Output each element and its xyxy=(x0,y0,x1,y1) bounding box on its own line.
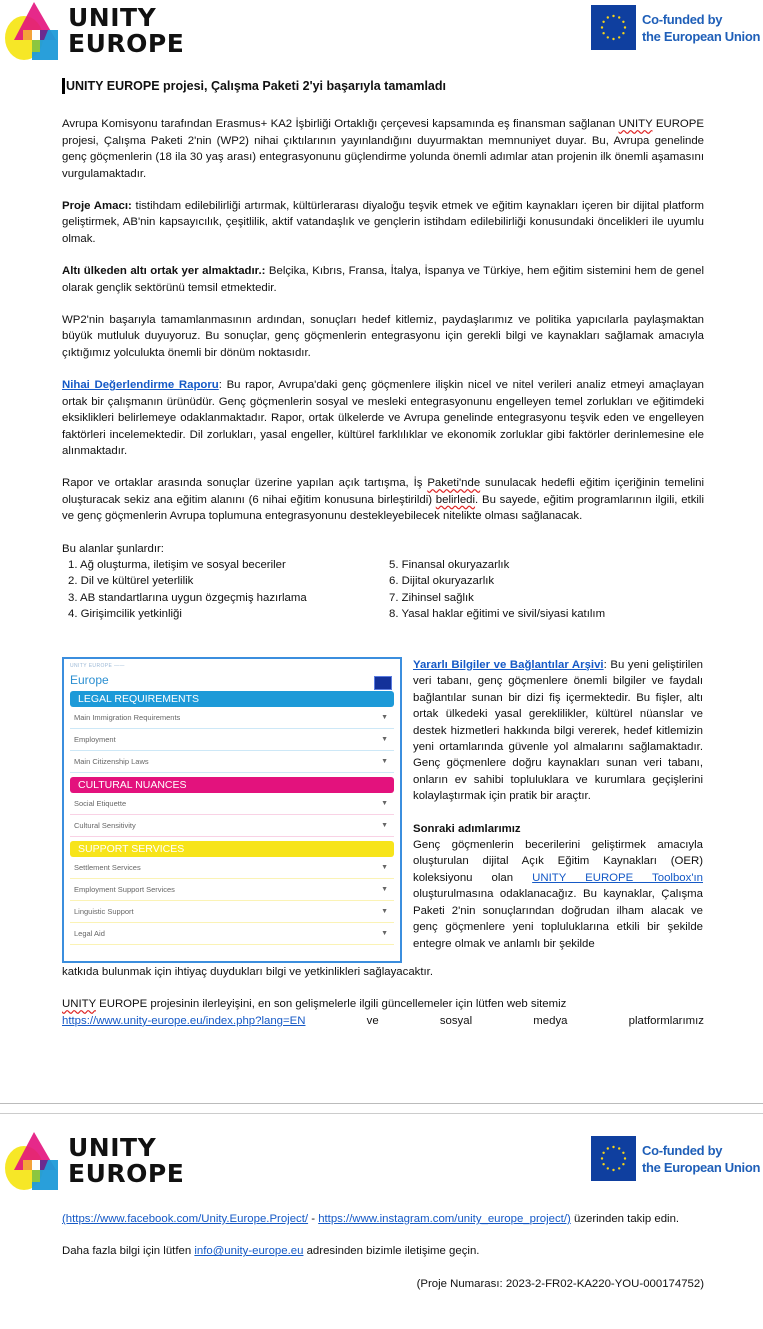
unity-europe-logo xyxy=(4,0,184,62)
eu-cofunded-logo xyxy=(591,5,760,50)
list-item: 1. Ağ oluşturma, iletişim ve sosyal beceriler xyxy=(68,558,286,571)
contact-paragraph: Daha fazla bilgi için lütfen info@unity-europe.eu adresinden bizimle iletişime geçin. xyxy=(62,1245,480,1258)
eu-text-line2: the European Union xyxy=(642,28,761,44)
eu-cofunded-logo-page2 xyxy=(591,1136,760,1181)
caret-down-icon: ▼ xyxy=(381,822,388,829)
panel-brand: UNITY EUROPE —— xyxy=(70,663,125,669)
email-link[interactable]: info@unity-europe.eu xyxy=(194,1245,304,1258)
list-item: 2. Dil ve kültürel yeterlilik xyxy=(68,575,194,588)
database-preview-image xyxy=(62,657,402,963)
accordion-item[interactable]: Settlement Services ▼ xyxy=(70,857,394,879)
project-goal-paragraph: Proje Amacı: tistihdam edilebilirliği artırmak, kültürlerarası diyaloğu teşvik etmek ve eğitim kaynakları içeren bir dijital platform geliştirmek, AB'nin kapsayıcılık, çeşitlilik, aktif vatandaşlık ve gençlerin istihdam edilebilirliği konusundaki öncelikleri ile uyumlu olmak. xyxy=(62,200,704,245)
word: medya xyxy=(533,1014,568,1027)
list-item: 4. Girişimcilik yetkinliği xyxy=(68,608,182,621)
accordion-item[interactable]: Cultural Sensitivity ▼ xyxy=(70,815,394,837)
closing-paragraph: UNITY EUROPE projesinin ilerleyişini, en son gelişmelerle ilgili güncellemeler için lütfen web sitemiz xyxy=(62,998,567,1011)
accordion-item[interactable]: Employment Support Services ▼ xyxy=(70,879,394,901)
logo-line1: UNITY xyxy=(68,1133,157,1162)
list-intro: Bu alanlar şunlardır: xyxy=(62,542,164,555)
word: platformlarımız xyxy=(628,1014,704,1027)
continuation-text: katkıda bulunmak için ihtiyaç duydukları bilgi ve yetkinlikleri sağlayacaktır. xyxy=(62,966,434,978)
eu-text-line1: Co-funded by xyxy=(642,11,723,27)
caret-down-icon: ▼ xyxy=(381,800,388,807)
section-legal-requirements[interactable]: LEGAL REQUIREMENTS xyxy=(70,691,394,707)
social-links-paragraph: (https://www.facebook.com/Unity.Europe.Project/ - https://www.instagram.com/unity_europe_project/) üzerinden takip edin. xyxy=(62,1213,680,1225)
archive-paragraph: Yararlı Bilgiler ve Bağlantılar Arşivi: Bu yeni geliştirilen veri tabanı, genç göçmenlere önemli bilgiler ve faydalı bağlantılar sunan bir dizi fiş içermektedir. Bu fişler, altı ortak ülkedeki yasal gereklilikler, kültürel nüanslar ve destek hizmetleri hakkında bilgi vererek, hedef kitlemizin yeni ortamlarında güvenle yol almalarını sağlamaktadır. Genç göçmenlere doğru kaynakları sunan veri tabanı, onların ev sahibi topluluklara ve kurumlara geçişlerini kolaylaştırmak için pratik bir araçtır. xyxy=(413,659,704,803)
partners-paragraph: Altı ülkeden altı ortak yer almaktadır.: Belçika, Kıbrıs, Fransa, İtalya, İspanya ve Türkiye, hem eğitim sistemini hem de genel olarak gençlik sektörünü temsil etmektedir. xyxy=(62,265,704,294)
page-divider xyxy=(0,1113,763,1114)
caret-down-icon: ▼ xyxy=(381,908,388,915)
website-link[interactable]: https://www.unity-europe.eu/index.php?lang=EN xyxy=(62,1014,306,1027)
page-divider xyxy=(0,1103,763,1104)
next-steps-paragraph: Genç göçmenlerin becerilerini geliştirmek amacıyla oluşturulan dijital Açık Eğitim Kaynakları (OER) koleksiyonu olan UNITY EUROPE Toolbox'ın oluşturulmasına odaklanacağız. Bu kaynaklar, Çalışma Paketi 2'nin sonuçlarından doğrudan ilham alacak ve genç göçmenlere yeni topluluklarına etkili bir şekilde entegre olmak ve anlamlı bir şekilde xyxy=(413,839,703,950)
list-item: 5. Finansal okuryazarlık xyxy=(389,558,510,571)
caret-down-icon: ▼ xyxy=(381,714,388,721)
closing-section xyxy=(62,964,704,1029)
project-number: (Proje Numarası: 2023-2-FR02-KA220-YOU-000174752) xyxy=(416,1277,704,1290)
intro-paragraph: Avrupa Komisyonu tarafından Erasmus+ KA2 İşbirliği Ortaklığı çerçevesi kapsamında eş finansman sağlanan UNITY EUROPE projesi, Çalışma Paketi 2'nin (WP2) nihai çıktılarının yayınlandığını duyurmaktan memnuniyet duyar. Bu, Avrupa genelinde genç göçmenlerin (18 ila 30 yaş arası) entegrasyonunu güçlendirme yolunda önemli adımlar atan projenin ilk önemli aşamasını vurgulamaktadır. xyxy=(62,118,704,180)
list-item: 7. Zihinsel sağlık xyxy=(389,591,474,604)
word: sosyal xyxy=(439,1014,473,1027)
unity-logo-mark-icon xyxy=(4,1130,62,1192)
logo-line2: EUROPE xyxy=(68,1159,185,1188)
closing-links-line xyxy=(62,1013,704,1029)
next-steps-heading: Sonraki adımlarımız xyxy=(413,822,521,835)
panel-eu-flag-icon xyxy=(374,676,392,690)
final-report-link[interactable]: Nihai Değerlendirme Raporu xyxy=(62,379,219,392)
section-cultural-nuances[interactable]: CULTURAL NUANCES xyxy=(70,777,394,793)
right-column xyxy=(413,657,703,952)
unity-logo-mark-icon xyxy=(4,0,62,62)
caret-down-icon: ▼ xyxy=(381,930,388,937)
wp2-paragraph: WP2'nin başarıyla tamamlanmasının ardından, sonuçları hedef kitlemiz, paydaşlarımız ve politika yapıcılarla paylaşmaktan büyük mutluluk duyuyoruz. Bu sonuçlar, genç göçmenlerin entegrasyonu için gerekli bilgi ve kaynakları sağlamak amacıyla çıktığımız yolculukta önemli bir dönüm noktasıdır. xyxy=(62,314,704,359)
instagram-link[interactable]: https://www.instagram.com/unity_europe_project/) xyxy=(318,1213,571,1225)
caret-down-icon: ▼ xyxy=(381,864,388,871)
word: ve xyxy=(366,1014,379,1027)
unity-europe-logo-page2 xyxy=(4,1130,184,1192)
toolbox-link[interactable]: UNITY EUROPE Toolbox'ın xyxy=(532,871,703,884)
eu-text-line2: the European Union xyxy=(642,1159,761,1175)
archive-link[interactable]: Yararlı Bilgiler ve Bağlantılar Arşivi xyxy=(413,659,604,671)
accordion-item[interactable]: Social Etiquette ▼ xyxy=(70,793,394,815)
logo-line1: UNITY xyxy=(68,3,157,32)
caret-down-icon: ▼ xyxy=(381,886,388,893)
footer-section xyxy=(62,1211,704,1292)
accordion-item[interactable]: Main Citizenship Laws ▼ xyxy=(70,751,394,773)
accordion-item[interactable]: Employment ▼ xyxy=(70,729,394,751)
list-item: 6. Dijital okuryazarlık xyxy=(389,575,495,588)
article-body xyxy=(62,78,704,623)
list-item: 3. AB standartlarına uygun özgeçmiş hazırlama xyxy=(68,591,307,604)
section-support-services[interactable]: SUPPORT SERVICES xyxy=(70,841,394,857)
facebook-link[interactable]: (https://www.facebook.com/Unity.Europe.Project/ xyxy=(62,1213,309,1225)
accordion-item[interactable]: Linguistic Support ▼ xyxy=(70,901,394,923)
eu-flag-icon xyxy=(591,5,636,50)
accordion-item[interactable]: Main Immigration Requirements ▼ xyxy=(70,707,394,729)
caret-down-icon: ▼ xyxy=(381,736,388,743)
list-item: 8. Yasal haklar eğitimi ve sivil/siyasi katılım xyxy=(389,608,606,621)
panel-title: Europe xyxy=(70,673,109,687)
eu-text-line1: Co-funded by xyxy=(642,1142,723,1158)
article-title: UNITY EUROPE projesi, Çalışma Paketi 2'yi başarıyla tamamladı xyxy=(62,78,704,94)
logo-line2: EUROPE xyxy=(68,29,185,58)
eu-flag-icon xyxy=(591,1136,636,1181)
training-areas-list xyxy=(62,557,704,623)
report-paragraph: Nihai Değerlendirme Raporu: Bu rapor, Avrupa'daki genç göçmenlere ilişkin nicel ve nitel verileri analiz etmeyi amaçlayan ortak bir çalışmanın ürünüdür. Genç göçmenlerin sosyal ve mesleki entegrasyonunu engelleyen temel zorlukları ve eğitimdeki eksiklikleri belirlemeye odaklanmaktadır. Rapor, ortak ülkelerde ve Avrupa genelinde entegrasyonu teşvik eden ve engelleyen faktörleri incelemektedir. Dil zorlukları, yasal engeller, kültürel farklılıklar ve ekonomik zorluklar gibi faktörler derinlemesine ele alınmaktadır. xyxy=(62,379,704,457)
accordion-item[interactable]: Legal Aid ▼ xyxy=(70,923,394,945)
caret-down-icon: ▼ xyxy=(381,758,388,765)
training-areas-paragraph: Rapor ve ortaklar arasında sonuçlar üzerine yapılan açık tartışma, İş Paketi'nde sunulacak hedefli eğitim içeriğinin temelini oluşturacak sekiz ana eğitim alanını (6 nihai eğitim konusuna birleştirildi) belirledi. Bu sayede, eğitim programlarının ilgili, etkili ve genç göçmenlerin Avrupa toplumuna entegrasyonunu destekleyebilecek nitelikte olması sağlanacak. xyxy=(62,477,704,523)
